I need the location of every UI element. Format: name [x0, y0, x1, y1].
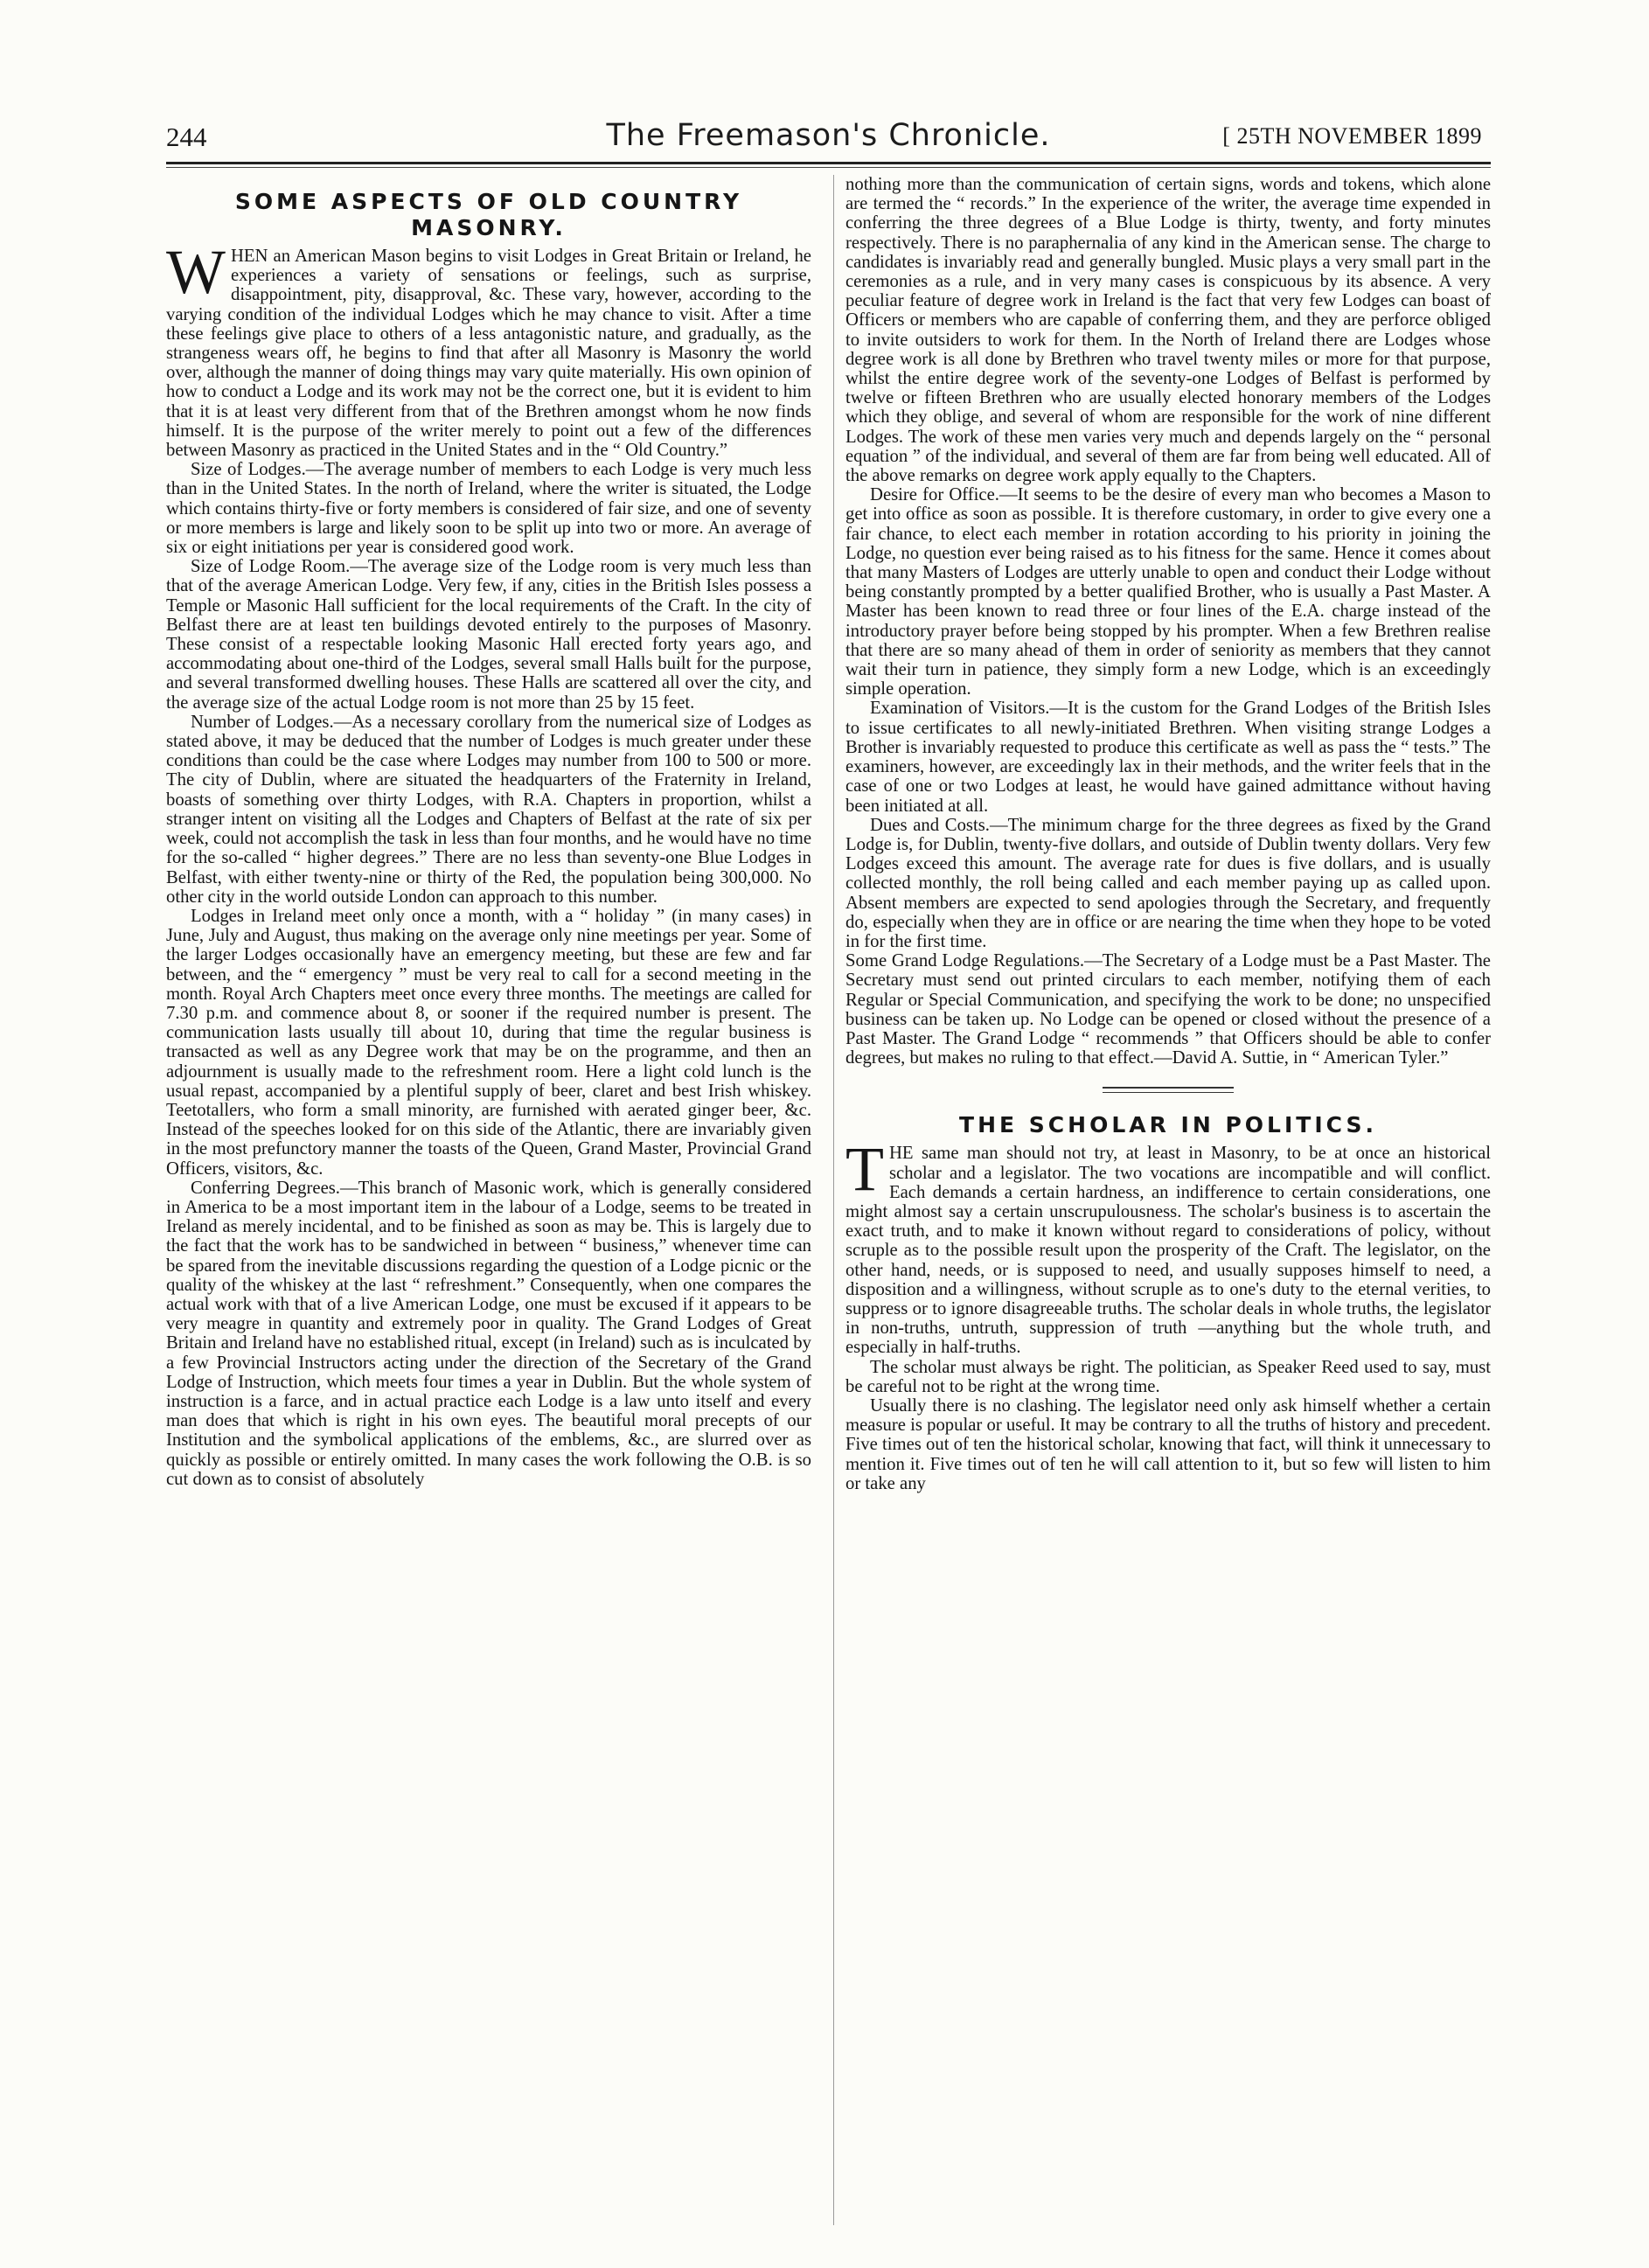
drop-cap: W: [166, 237, 226, 307]
article-paragraph: Size of Lodge Room.—The average size of the Lodge room is very much less than that of the average American Lodge. Very few, if any, cities in the British Isles possess a Temple or Masonic Hall sufficient for the local requirements of the Craft. In the city of Belfast there are at least ten buildings devoted entirely to the purposes of Masonry. These consist of a respectable looking Masonic Hall erected forty years ago, and accommodating about one-third of the Lodges, several small Halls built for the purpose, and several transformed dwelling houses. These Halls are scattered all over the city, and the average size of the actual Lodge room is not more than 25 by 15 feet.: [166, 557, 811, 713]
drop-cap: T: [845, 1134, 884, 1205]
article-paragraph: Conferring Degrees.—This branch of Masonic work, which is generally considered in America to be a most important item in the labour of a Lodge, seems to be treated in Ireland as merely incidental, and to be finished as soon as may be. This is largely due to the fact that the work has to be sandwiched in between “ business,” whenever time can be spared from the inevitable discussions regarding the question of a Lodge picnic or the quality of the whiskey at the last “ refreshment.” Consequently, when one compares the actual work with that of a live American Lodge, one must be excused if it appears to be very meagre in quantity and extremely poor in quality. The Grand Lodges of Great Britain and Ireland have no established ritual, except (in Ireland) such as is inculcated by a few Provincial Instructors acting under the direction of the Secretary of the Grand Lodge of Instruction, which meets four times a year in Dublin. But the whole system of instruction is a farce, and in actual practice each Lodge is a law unto itself and every man does that which is right in his own eyes. The beautiful moral precepts of our Institution and the symbolical applications of the emblems, &c., are slurred over as quickly as possible or entirely omitted. In many cases the work following the O.B. is so cut down as to consist of absolutely: [166, 1178, 811, 1489]
article-paragraph: Examination of Visitors.—It is the custom for the Grand Lodges of the British Isles to issue certificates to all newly-initiated Brethren. When visiting strange Lodges a Brother is invariably requested to produce this certificate as well as pass the “ tests.” The examiners, however, are exceedingly lax in their methods, and the writer feels that in the case of one or two Lodges at least, he would have gained admittance without having been initiated at all.: [845, 699, 1491, 816]
header-rule-thin: [166, 167, 1491, 168]
article-paragraph: THE same man should not try, at least in Masonry, to be at once an historical scholar and a legislator. The two vocations are incompatible and will conflict. Each demands a certain hardness, an indifference to certain considerations, one might almost say a certain unscrupulousness. The scholar's business is to ascertain the exact truth, and to make it known without regard to considerations of policy, without scruple as to the possible result upon the prosperity of the Craft. The legislator, on the other hand, needs, or is supposed to need, and usually supposes himself to need, a disposition and a willingness, without scruple as to one's duty to the eternal verities, to suppress or to ignore disagreeable truths. The scholar deals in whole truths, the legislator in non-truths, untruth, suppression of truth —anything but the whole truth, and especially in half-truths.: [845, 1134, 1491, 1358]
article-paragraph: Desire for Office.—It seems to be the desire of every man who becomes a Mason to get into office as soon as possible. It is therefore customary, in order to give every one a fair chance, to elect each member in rotation according to his priority in joining the Lodge, no question ever being raised as to his fitness for the same. Hence it comes about that many Masters of Lodges are utterly unable to open and conduct their Lodge without being constantly prompted by a better qualified Brother, who is usually a Past Master. A Master has been known to read three or four lines of the E.A. charge instead of the introductory prayer before being stopped by his prompter. When a few Brethren realise that there are so many ahead of them in order of seniority as members that they cannot wait their turn in patience, they simply form a new Lodge, which is an exceedingly simple operation.: [845, 485, 1491, 699]
article-heading-old-country-masonry: SOME ASPECTS OF OLD COUNTRY MASONRY.: [234, 189, 743, 240]
masthead-title: The Freemason's Chronicle.: [606, 118, 1051, 153]
article-paragraph: WHEN an American Mason begins to visit Lodges in Great Britain or Ireland, he experiences a variety of sensations or feelings, such as surprise, disappointment, pity, disapproval, &c. These vary, however, according to the varying condition of the individual Lodges which he may chance to visit. After a time these feelings give place to others of a less antagonistic nature, and gradually, as the strangeness wears off, he begins to find that after all Masonry is Masonry the world over, although the manner of doing things may vary quite materially. His own opinion of how to conduct a Lodge and its work may not be the correct one, but it is evident to him that it is at least very different from that of the Brethren amongst whom he now finds himself. It is the purpose of the writer merely to point out a few of the differences between Masonry as practiced in the United States and in the “ Old Country.”: [166, 237, 811, 461]
article-paragraph: The scholar must always be right. The politician, as Speaker Reed used to say, must be careful not to be right at the wrong time.: [845, 1357, 1491, 1396]
section-divider: [1103, 1087, 1234, 1093]
column-divider: [833, 175, 834, 2225]
page-header: [166, 118, 1491, 158]
left-column: [166, 175, 811, 1489]
issue-date: [ 25TH NOVEMBER 1899: [1222, 123, 1482, 149]
article-heading-scholar-in-politics: THE SCHOLAR IN POLITICS.: [959, 1112, 1377, 1138]
article-paragraph: Number of Lodges.—As a necessary corollary from the numerical size of Lodges as stated above, it may be deduced that the number of Lodges is much greater under these conditions than could be the case where Lodges may number from 100 to 500 or more. The city of Dublin, where are situated the headquarters of the Fraternity in Ireland, boasts of something over thirty Lodges, with R.A. Chapters in proportion, whilst a stranger intent on visiting all the Lodges and Chapters of Belfast at the rate of six per week, could not accomplish the task in less than four months, and he would have no time for the so-called “ higher degrees.” There are no less than seventy-one Blue Lodges in Belfast, with either twenty-nine or thirty of the Red, the population being 300,000. No other city in the world outside London can approach to this number.: [166, 712, 811, 907]
header-rule: [166, 162, 1491, 164]
article-paragraph: Usually there is no clashing. The legislator need only ask himself whether a certain measure is popular or useful. It may be contrary to all the truths of history and precedent. Five times out of ten the historical scholar, knowing that fact, will think it unnecessary to mention it. Five times out of ten he will call attention to it, but so few will listen to him or take any: [845, 1395, 1491, 1493]
article-paragraph: Lodges in Ireland meet only once a month, with a “ holiday ” (in many cases) in June, July and August, thus making on the average only nine meetings per year. Some of the larger Lodges occasionally have an emergency meeting, but these are few and far between, and the “ emergency ” must be very real to call for a second meeting in the month. Royal Arch Chapters meet once every three months. The meetings are called for 7.30 p.m. and commence about 8, or sooner if the required number is present. The communication lasts usually till about 10, during that time the regular business is transacted as well as any Degree work that may be on the programme, and then an adjournment is usually made to the refreshment room. Here a light cold lunch is the usual repast, accompanied by a plentiful supply of beer, claret and best Irish whiskey. Teetotallers, who form a small minority, are furnished with aerated ginger beer, &c. Instead of the speeches looked for on this side of the Atlantic, there are invariably given in the most prefunctory manner the toasts of the Queen, Grand Master, Provincial Grand Officers, visitors, &c.: [166, 906, 811, 1179]
article-paragraph: Size of Lodges.—The average number of members to each Lodge is very much less than in the United States. In the north of Ireland, where the writer is situated, the Lodge which contains thirty-five or forty members is considered of fair size, and one of seventy or more members is large and likely soon to be split up into two or more. An average of six or eight initiations per year is considered good work.: [166, 460, 811, 558]
right-column: [845, 175, 1491, 1493]
article-paragraph-continued: nothing more than the communication of certain signs, words and tokens, which alone are termed the “ records.” In the experience of the writer, the average time expended in conferring the three degrees of a Blue Lodge is thirty, twenty, and forty minutes respectively. There is no paraphernalia of any kind in the American sense. The charge to candidates is invariably read and generally bungled. Music plays a very small part in the ceremonies as a rule, and in very many cases is conspicuous by its absence. A very peculiar feature of degree work in Ireland is the fact that very few Lodges can boast of Officers or members who are capable of conferring them, and they are perforce obliged to invite outsiders to work for them. In the North of Ireland there are Lodges whose degree work is all done by Brethren who travel twenty miles or more for that purpose, whilst the entire degree work of the seventy-one Lodges of Belfast is performed by twelve or fifteen Brethren who are usually elected honorary members of the Lodges which they oblige, and several of whom are responsible for the work of nine different Lodges. The work of these men varies very much and depends largely on the “ personal equation ” of the individual, and several of them are far from being well educated. All of the above remarks on degree work apply equally to the Chapters.: [845, 175, 1491, 486]
article-paragraph: Dues and Costs.—The minimum charge for the three degrees as fixed by the Grand Lodge is, for Dublin, twenty-five dollars, and outside of Dublin twenty dollars. Very few Lodges exceed this amount. The average rate for dues is five dollars, and is usually collected monthly, the roll being called and each member paying up as called upon. Absent members are expected to send apologies through the Secretary, and frequently do, especially when they are in office or are nearing the time when they hope to be voted in for the first time.: [845, 815, 1491, 951]
article-paragraph-signature: Some Grand Lodge Regulations.—The Secretary of a Lodge must be a Past Master. The Secretary must send out printed circulars to each member, notifying them of each Regular or Special Communication, and specifying the work to be done; no unspecified business can be taken up. No Lodge can be opened or closed without the presence of a Past Master. The Grand Lodge “ recommends ” that Officers should be able to confer degrees, but makes no ruling to that effect.—David A. Suttie, in “ American Tyler.”: [845, 951, 1491, 1068]
page-number: 244: [166, 122, 207, 152]
